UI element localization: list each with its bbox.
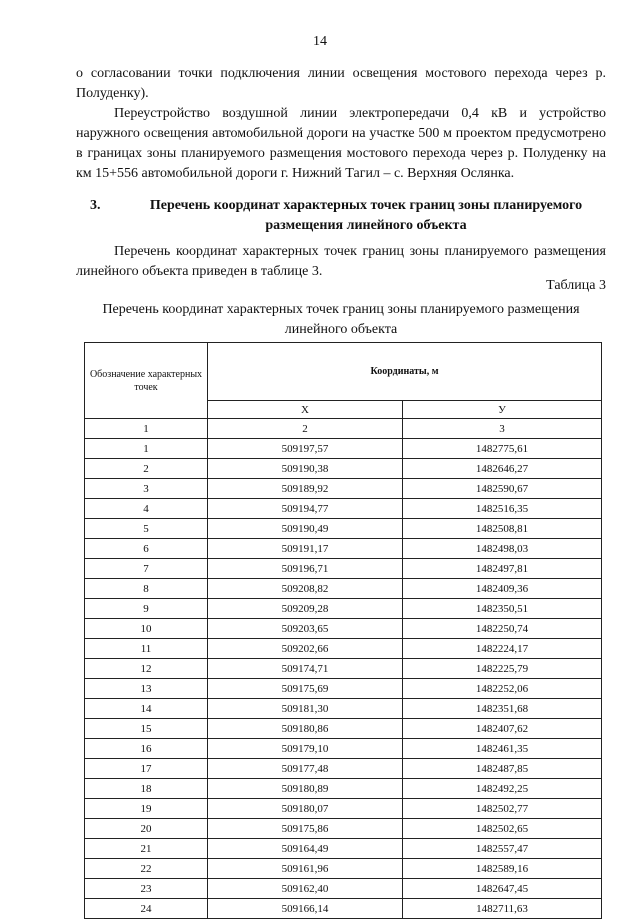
header-coordinates: Координаты, м	[208, 343, 602, 401]
x-coordinate-cell: 509177,48	[208, 759, 403, 779]
table-label: Таблица 3	[546, 278, 606, 293]
x-coordinate-cell: 509174,71	[208, 659, 403, 679]
table-row	[85, 779, 602, 799]
x-coordinate-cell: 509194,77	[208, 499, 403, 519]
point-number-cell: 13	[85, 679, 208, 699]
y-coordinate-cell: 1482590,67	[403, 479, 602, 499]
x-coordinate-cell: 509181,30	[208, 699, 403, 719]
point-number-cell: 14	[85, 699, 208, 719]
x-coordinate-cell: 509180,86	[208, 719, 403, 739]
table-row	[85, 819, 602, 839]
point-number-cell: 1	[85, 439, 208, 459]
page-number: 14	[313, 34, 327, 49]
x-coordinate-cell: 509180,89	[208, 779, 403, 799]
x-coordinate-cell: 509191,17	[208, 539, 403, 559]
header-designation: Обозначение характерных точек	[85, 343, 208, 419]
table-row	[85, 619, 602, 639]
table-row	[85, 659, 602, 679]
table-row	[85, 519, 602, 539]
point-number-cell: 9	[85, 599, 208, 619]
header-y: У	[403, 401, 602, 419]
section-heading	[76, 196, 606, 236]
header-x: X	[208, 401, 403, 419]
table-row	[85, 879, 602, 899]
point-number-cell: 3	[85, 479, 208, 499]
y-coordinate-cell: 1482250,74	[403, 619, 602, 639]
y-coordinate-cell: 1482461,35	[403, 739, 602, 759]
y-coordinate-cell: 1482557,47	[403, 839, 602, 859]
section-title: Перечень координат характерных точек границ зоны планируемого размещения линейного объекта	[149, 198, 583, 233]
paragraph-reconstruction: Переустройство воздушной линии электропередачи 0,4 кВ и устройство наружного освещения автомобильной дороги на участке 500 м проектом предусмотрено в границах зоны планируемого размещения мостового перехода через р. Полуденку на км 15+556 автомобильной дороги г. Нижний Тагил – с. Верхняя Ослянка.	[76, 106, 606, 181]
y-coordinate-cell: 1482497,81	[403, 559, 602, 579]
table-row	[85, 599, 602, 619]
point-number-cell: 15	[85, 719, 208, 739]
table-row	[85, 799, 602, 819]
column-number: 2	[208, 419, 403, 439]
point-number-cell: 17	[85, 759, 208, 779]
y-coordinate-cell: 1482351,68	[403, 699, 602, 719]
table-body	[85, 439, 602, 919]
y-coordinate-cell: 1482516,35	[403, 499, 602, 519]
y-coordinate-cell: 1482502,65	[403, 819, 602, 839]
y-coordinate-cell: 1482409,36	[403, 579, 602, 599]
coordinates-table	[84, 342, 602, 919]
point-number-cell: 6	[85, 539, 208, 559]
x-coordinate-cell: 509197,57	[208, 439, 403, 459]
table-row	[85, 579, 602, 599]
x-coordinate-cell: 509175,86	[208, 819, 403, 839]
table-row	[85, 499, 602, 519]
y-coordinate-cell: 1482647,45	[403, 879, 602, 899]
y-coordinate-cell: 1482646,27	[403, 459, 602, 479]
y-coordinate-cell: 1482498,03	[403, 539, 602, 559]
table-row	[85, 899, 602, 919]
x-coordinate-cell: 509180,07	[208, 799, 403, 819]
point-number-cell: 8	[85, 579, 208, 599]
table-row	[85, 839, 602, 859]
x-coordinate-cell: 509189,92	[208, 479, 403, 499]
x-coordinate-cell: 509209,28	[208, 599, 403, 619]
table-row	[85, 719, 602, 739]
y-coordinate-cell: 1482502,77	[403, 799, 602, 819]
point-number-cell: 11	[85, 639, 208, 659]
x-coordinate-cell: 509179,10	[208, 739, 403, 759]
x-coordinate-cell: 509161,96	[208, 859, 403, 879]
x-coordinate-cell: 509162,40	[208, 879, 403, 899]
x-coordinate-cell: 509203,65	[208, 619, 403, 639]
point-number-cell: 16	[85, 739, 208, 759]
point-number-cell: 12	[85, 659, 208, 679]
x-coordinate-cell: 509190,38	[208, 459, 403, 479]
table-row	[85, 539, 602, 559]
y-coordinate-cell: 1482350,51	[403, 599, 602, 619]
x-coordinate-cell: 509202,66	[208, 639, 403, 659]
table-row	[85, 739, 602, 759]
y-coordinate-cell: 1482487,85	[403, 759, 602, 779]
column-number: 1	[85, 419, 208, 439]
table-title: Перечень координат характерных точек границ зоны планируемого размещения линейного объекта	[102, 302, 580, 337]
point-number-cell: 18	[85, 779, 208, 799]
table-row	[85, 479, 602, 499]
x-coordinate-cell: 509166,14	[208, 899, 403, 919]
point-number-cell: 19	[85, 799, 208, 819]
y-coordinate-cell: 1482225,79	[403, 659, 602, 679]
point-number-cell: 7	[85, 559, 208, 579]
point-number-cell: 20	[85, 819, 208, 839]
x-coordinate-cell: 509164,49	[208, 839, 403, 859]
x-coordinate-cell: 509190,49	[208, 519, 403, 539]
x-coordinate-cell: 509175,69	[208, 679, 403, 699]
y-coordinate-cell: 1482508,81	[403, 519, 602, 539]
point-number-cell: 4	[85, 499, 208, 519]
y-coordinate-cell: 1482224,17	[403, 639, 602, 659]
y-coordinate-cell: 1482407,62	[403, 719, 602, 739]
y-coordinate-cell: 1482711,63	[403, 899, 602, 919]
point-number-cell: 5	[85, 519, 208, 539]
table-column-numbers-row	[85, 419, 602, 439]
table-row	[85, 559, 602, 579]
column-number: 3	[403, 419, 602, 439]
table-row	[85, 699, 602, 719]
table-row	[85, 439, 602, 459]
y-coordinate-cell: 1482252,06	[403, 679, 602, 699]
paragraph-table-reference: Перечень координат характерных точек границ зоны планируемого размещения линейного объекта приведен в таблице 3.	[76, 244, 606, 279]
table-row	[85, 859, 602, 879]
point-number-cell: 23	[85, 879, 208, 899]
point-number-cell: 21	[85, 839, 208, 859]
point-number-cell: 24	[85, 899, 208, 919]
y-coordinate-cell: 1482775,61	[403, 439, 602, 459]
section-number: 3.	[90, 198, 101, 213]
table-header-row	[85, 343, 602, 401]
x-coordinate-cell: 509196,71	[208, 559, 403, 579]
y-coordinate-cell: 1482492,25	[403, 779, 602, 799]
point-number-cell: 22	[85, 859, 208, 879]
point-number-cell: 10	[85, 619, 208, 639]
y-coordinate-cell: 1482589,16	[403, 859, 602, 879]
point-number-cell: 2	[85, 459, 208, 479]
table-row	[85, 759, 602, 779]
table-row	[85, 639, 602, 659]
table-row	[85, 679, 602, 699]
paragraph-continuation: о согласовании точки подключения линии освещения мостового перехода через р. Полуденку).	[76, 66, 606, 101]
table-row	[85, 459, 602, 479]
x-coordinate-cell: 509208,82	[208, 579, 403, 599]
